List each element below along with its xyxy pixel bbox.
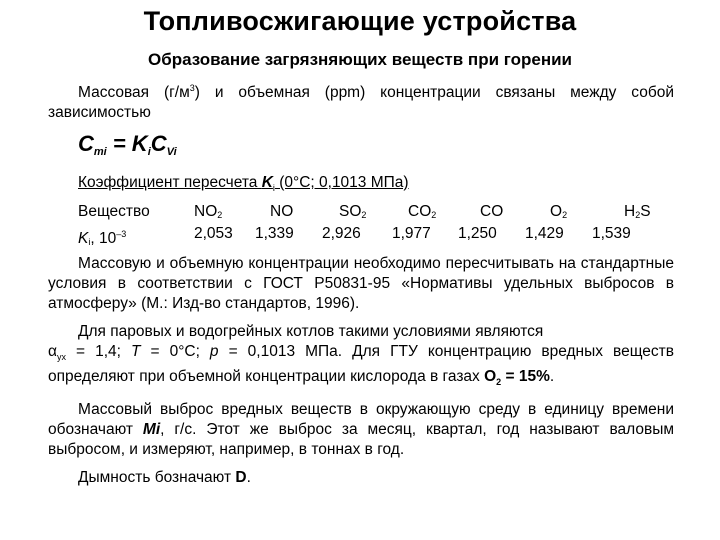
- substance-formula: CO: [408, 203, 432, 221]
- p3-alpha-val: = 1,4;: [65, 343, 131, 361]
- coef-text-after: (0°С; 0,1013 МПа): [274, 174, 409, 192]
- substance-cell: [550, 202, 567, 225]
- coefficient-value: 2,053: [194, 225, 233, 243]
- formula-k-sub: i: [147, 146, 151, 159]
- formula-c1: C: [78, 131, 94, 157]
- slide-subtitle: Образование загрязняющих веществ при горении: [147, 50, 572, 69]
- substance-formula: O: [550, 203, 563, 221]
- p3-o2: O: [484, 368, 497, 386]
- coef-k: K: [261, 174, 273, 192]
- coef-row-rest: , 10: [90, 230, 117, 248]
- p3-alpha: α: [48, 343, 57, 361]
- slide-title: Топливосжигающие устройства: [143, 6, 577, 36]
- substance-cell: [480, 202, 503, 222]
- substance-formula-sub: 2: [562, 210, 568, 221]
- substance-formula-sub: 2: [635, 210, 641, 221]
- p3-o2-val: = 15%: [501, 368, 550, 386]
- substance-formula: NO: [194, 203, 218, 221]
- p3-end: .: [549, 368, 555, 386]
- substance-formula: CO: [480, 203, 504, 221]
- substance-formula-sub: 2: [217, 210, 223, 221]
- formula-c2: C: [150, 131, 167, 157]
- p3-t-val: = 0°С;: [140, 343, 210, 361]
- p3-p: p: [209, 343, 219, 361]
- paragraph-boiler-conditions: [48, 322, 674, 392]
- coef-row-k: K: [78, 230, 89, 248]
- formula-c1-sub: mi: [93, 146, 107, 159]
- paragraph-standard-conditions: Массовую и объемную концентрации необходимо пересчитывать на стандартные условия в соответствии с ГОСТ Р50831-95 «Нормативы удельных выбросов в атмосферу» (М.: Изд-во стандартов, 1996).: [48, 255, 674, 313]
- p5-d: D: [235, 469, 247, 487]
- substance-cell: [624, 202, 651, 225]
- p1-text-after: ) и объемная (ppm) концентрации связаны между собой зависимостью: [48, 84, 674, 122]
- formula-c2-sub: Vi: [166, 146, 177, 159]
- coef-row-sub: i: [88, 237, 91, 248]
- coef-row-sup: –3: [116, 229, 127, 240]
- p3-t: T: [130, 343, 141, 361]
- substance-cell: [339, 202, 366, 225]
- substance-row: [78, 202, 674, 224]
- substance-formula: H: [624, 203, 636, 221]
- substance-formula-tail: S: [640, 203, 651, 221]
- p4-text-before: Массовый выброс вредных веществ в окружающую среду в единицу времени обозначают: [48, 401, 674, 439]
- coefficient-value: 2,926: [322, 225, 361, 243]
- p3-alpha-sub: ух: [56, 352, 66, 363]
- substance-formula: SO: [339, 203, 362, 221]
- p3-p-val: = 0,1013 МПа. Для ГТУ концентрацию вредных веществ определяют при объемной концентрации кислорода в газах: [48, 343, 674, 386]
- slide-body: [48, 78, 674, 488]
- paragraph-smoke: [48, 468, 674, 488]
- coefficient-value: 1,339: [255, 225, 294, 243]
- substance-header: Вещество: [78, 203, 150, 221]
- substance-formula: NO: [270, 203, 294, 221]
- p1-text-before: Массовая (г/м: [78, 84, 190, 102]
- paragraph-mass-emission: [48, 400, 674, 460]
- coefficient-row: [78, 224, 674, 246]
- coefficient-value: 1,977: [392, 225, 431, 243]
- p1-superscript: 3: [189, 83, 195, 93]
- p3-o2-sub: 2: [496, 377, 502, 388]
- coefficient-value: 1,429: [525, 225, 564, 243]
- formula: [78, 131, 674, 165]
- substance-formula-sub: 2: [361, 210, 367, 221]
- substance-formula-sub: 2: [431, 210, 437, 221]
- substance-table: [78, 202, 674, 246]
- paragraph-concentration: [48, 78, 674, 123]
- coef-k-sub: i: [272, 183, 275, 194]
- conversion-coefficient-heading: [78, 173, 674, 198]
- formula-equals-k: = K: [106, 131, 148, 157]
- coefficient-header: [78, 224, 126, 252]
- p5-end: .: [246, 469, 251, 487]
- p5-text-before: Дымность бозначают: [78, 469, 236, 487]
- p4-text-after: , г/с. Этот же выброс за месяц, квартал, год называют валовым выбросом, и измеряют, например, в тоннах в год.: [48, 421, 674, 459]
- coefficient-value: 1,250: [458, 225, 497, 243]
- coefficient-value: 1,539: [592, 225, 631, 243]
- substance-cell: [408, 202, 436, 225]
- substance-cell: [194, 202, 222, 225]
- p4-mi: Mi: [142, 421, 161, 439]
- substance-cell: [270, 202, 293, 222]
- coef-text-before: Коэффициент пересчета: [78, 174, 262, 192]
- p3-line1: Для паровых и водогрейных котлов такими условиями являются: [78, 323, 544, 341]
